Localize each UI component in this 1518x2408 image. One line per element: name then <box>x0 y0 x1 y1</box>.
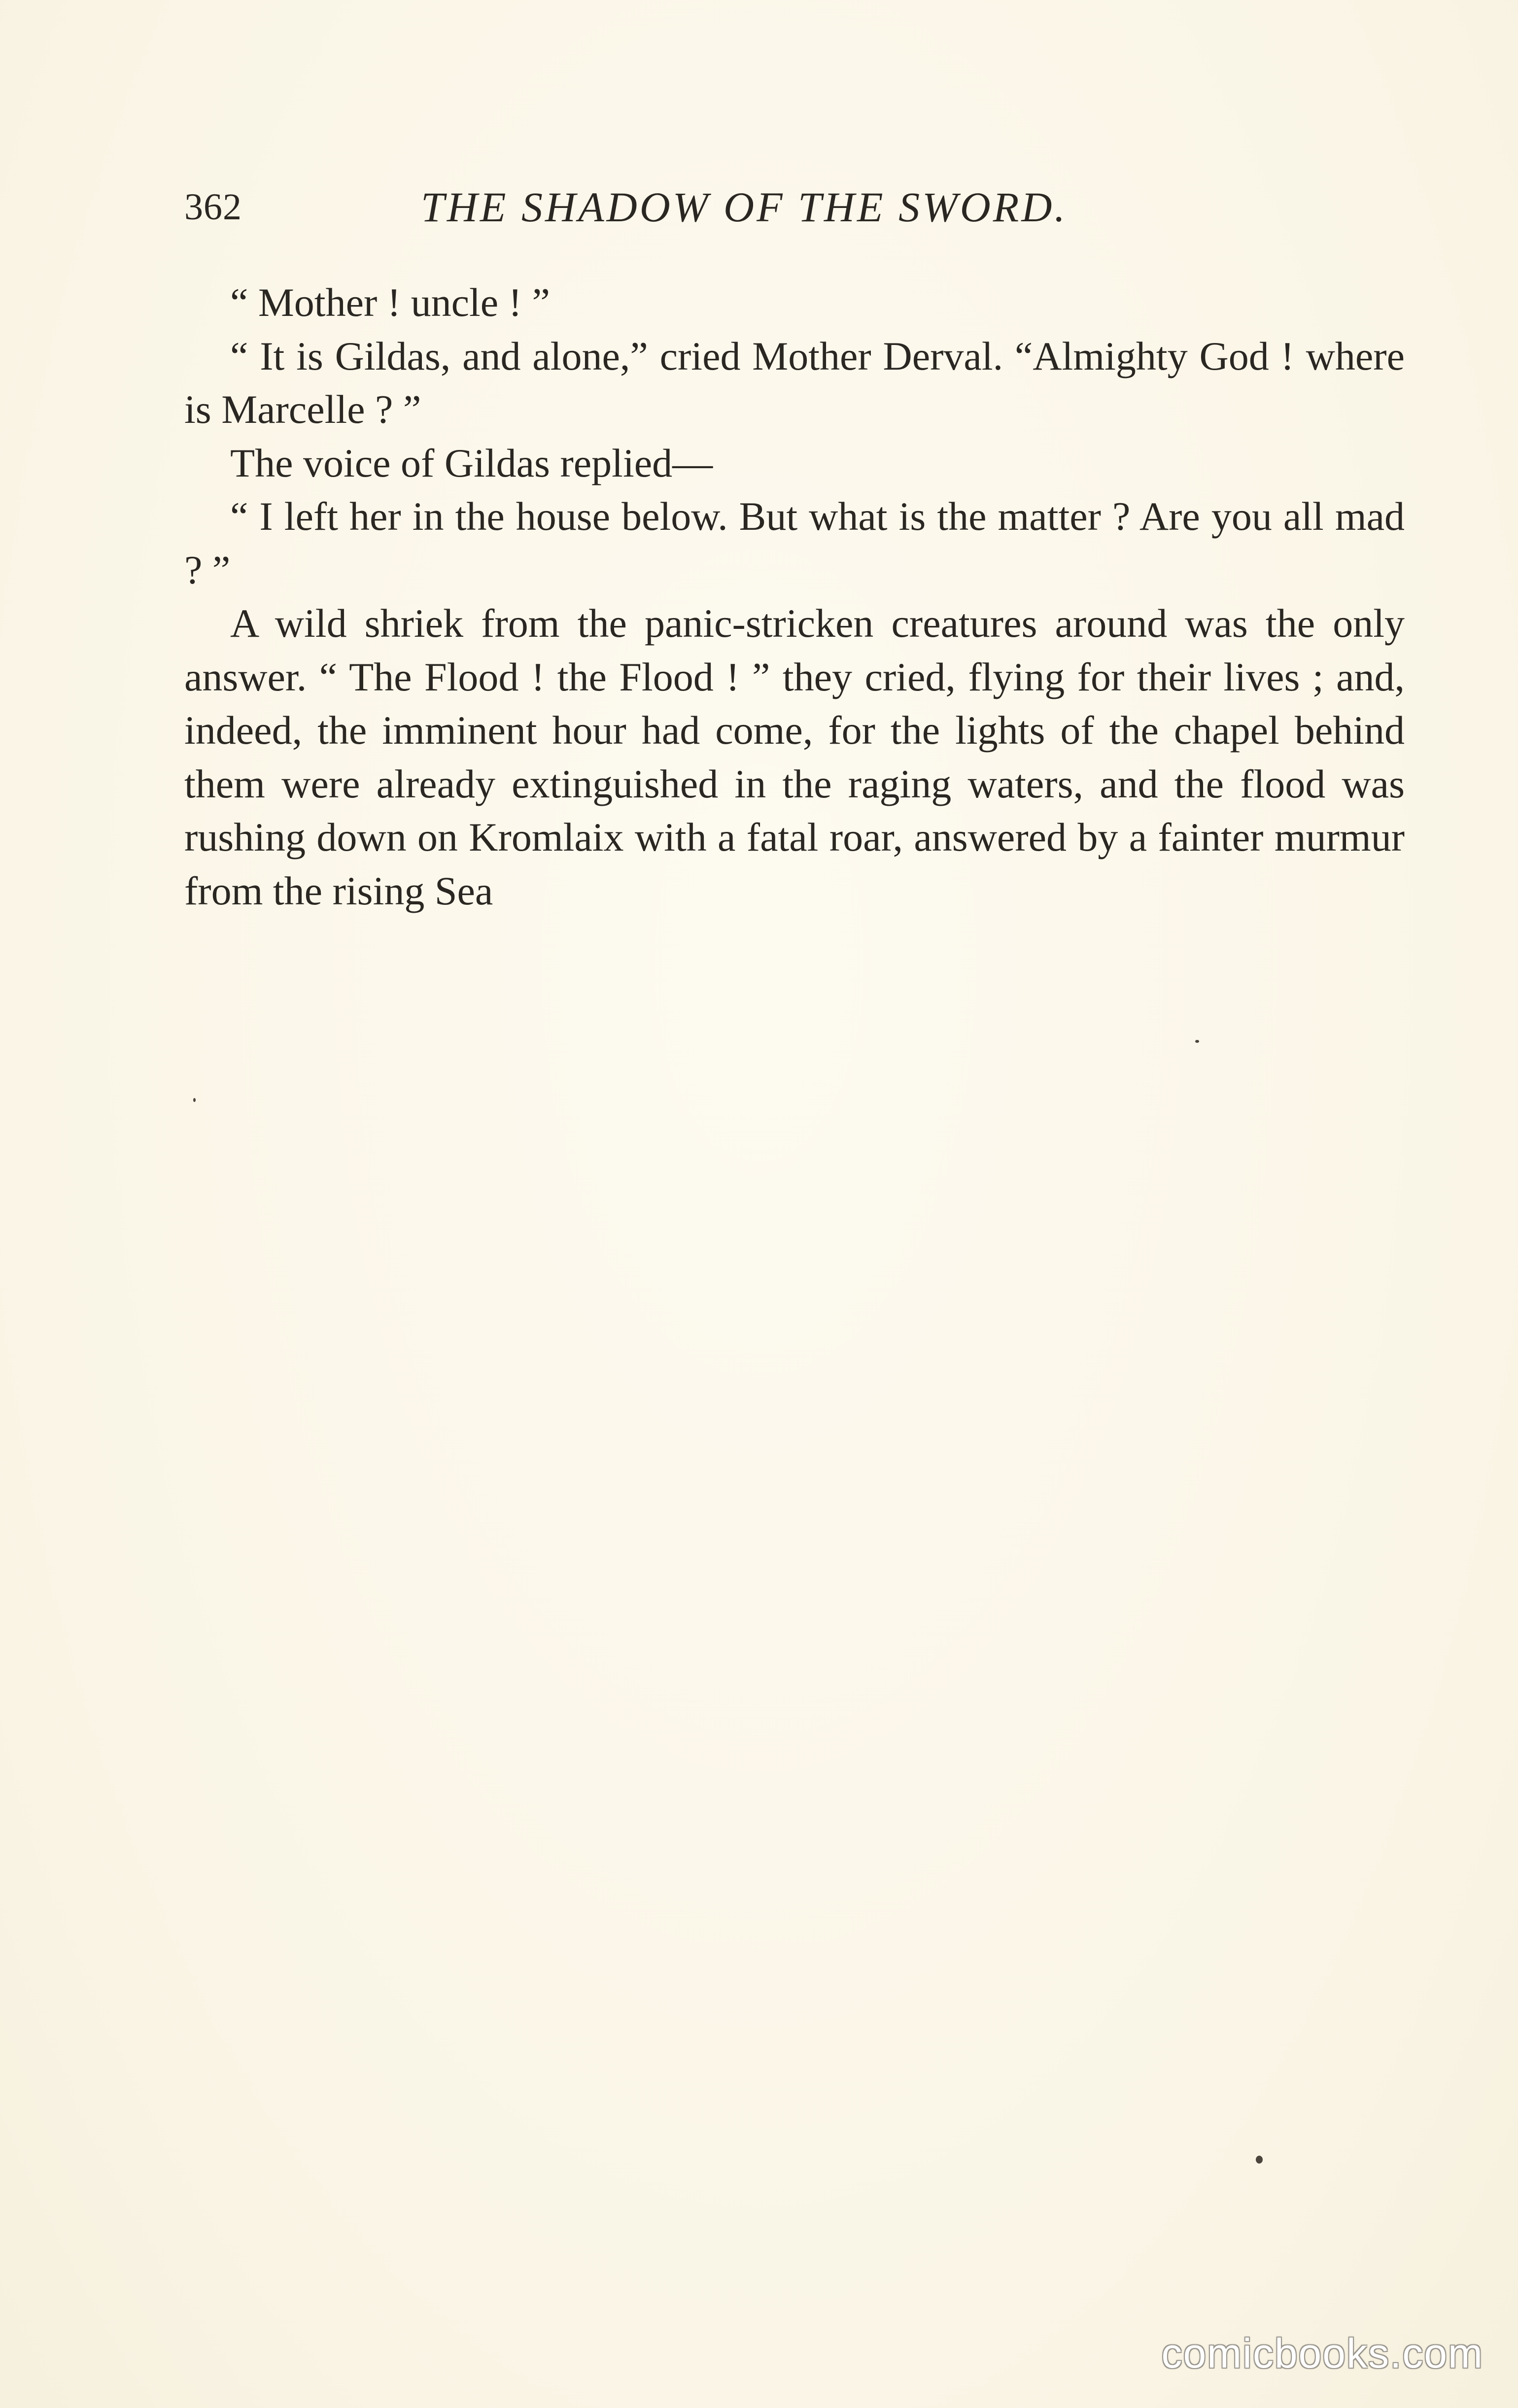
body-text <box>184 276 1405 918</box>
watermark: comicbooks.com <box>1161 2330 1484 2376</box>
paragraph: “ Mother ! uncle ! ” <box>230 280 550 325</box>
paragraph: The voice of Gildas replied— <box>230 440 713 485</box>
paragraph: A wild shriek from the panic-stricken creatures around was the only answer. “ The Flood ! the Flood ! ” they cried, flying for their lives ; and, indeed, the imminent hour had come, for the lights of the chapel behind them were already extinguished in the raging waters, and the flood was rushing down on Kromlaix with a fatal roar, answered by a fainter murmur from the rising Sea <box>184 601 1405 913</box>
ink-speck <box>1195 1040 1199 1043</box>
paragraph: “ It is Gildas, and alone,” cried Mother Derval. “Almighty God ! where is Marcelle ? ” <box>184 333 1405 432</box>
ink-speck <box>1256 2156 1263 2164</box>
paragraph: “ I left her in the house below. But what is the matter ? Are you all mad ? ” <box>184 494 1405 592</box>
running-head <box>184 180 1402 234</box>
page-number: 362 <box>184 186 242 228</box>
running-title: THE SHADOW OF THE SWORD. <box>421 183 1068 231</box>
ink-speck <box>193 1098 196 1102</box>
